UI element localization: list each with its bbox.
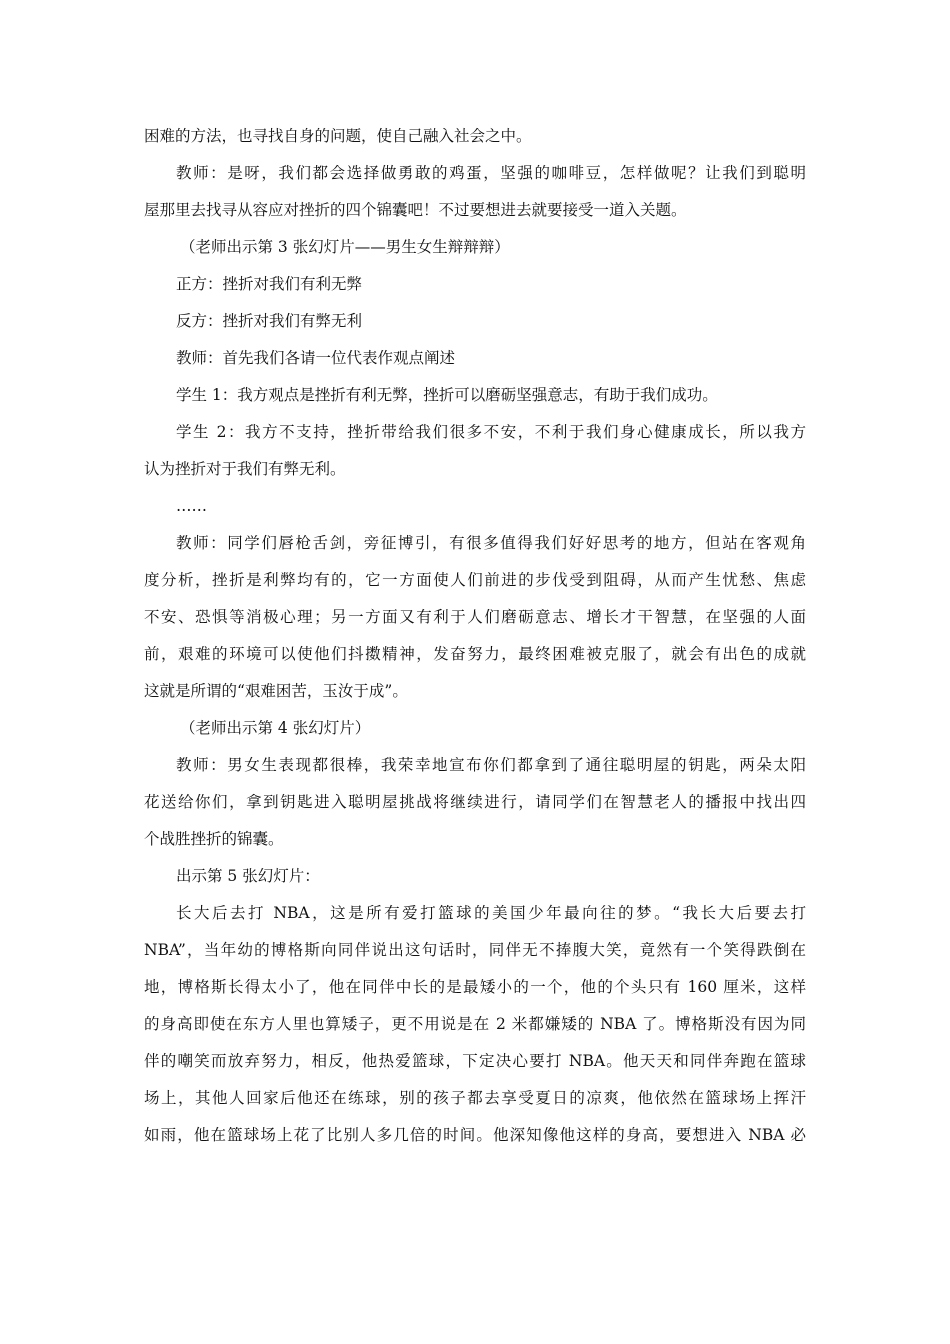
paragraph-teacher-4 [144,747,806,858]
paragraph-continuation [144,118,806,155]
paragraph-teacher-3 [144,525,806,710]
text-line: 正方：挫折对我们有利无弊 [176,275,363,293]
text-line: 反方：挫折对我们有弊无利 [176,312,363,330]
document-body [144,118,806,1154]
text-line: 学生 2：我方不支持，挫折带给我们很多不安，不利于我们身心健康成长，所以我方 [176,423,806,441]
text-line: （老师出示第 3 张幻灯片——男生女生辩辩辩） [180,238,510,256]
text-line: 的身高即使在东方人里也算矮子，更不用说是在 2 米都嫌矮的 NBA 了。博格斯没有因为同 [144,1015,806,1033]
text-line: 前，艰难的环境可以使他们抖擞精神，发奋努力，最终困难被克服了，就会有出色的成就 [144,645,806,663]
paragraph-student-2 [144,414,806,488]
text-line: 这就是所谓的“艰难困苦，玉汝于成”。 [144,682,408,700]
text-line: 个战胜挫折的锦囊。 [144,830,284,848]
paragraph-pro-side [144,266,806,303]
text-line: 教师：男女生表现都很棒，我荣幸地宣布你们都拿到了通往聪明屋的钥匙，两朵太阳 [176,756,806,774]
paragraph-student-1 [144,377,806,414]
paragraph-story [144,895,806,1154]
text-line: 屋那里去找寻从容应对挫折的四个锦囊吧！不过要想进去就要接受一道入关题。 [144,201,687,219]
text-line: 不安、恐惧等消极心理；另一方面又有利于人们磨砺意志、增长才干智慧，在坚强的人面 [144,608,806,626]
text-line: 度分析，挫折是利弊均有的，它一方面使人们前进的步伐受到阻碍，从而产生忧愁、焦虑 [144,571,806,589]
paragraph-teacher-1 [144,155,806,229]
paragraph-con-side [144,303,806,340]
text-line: NBA”，当年幼的博格斯向同伴说出这句话时，同伴无不捧腹大笑，竟然有一个笑得跌倒在 [144,941,806,959]
text-line: …… [176,497,207,515]
text-line: 场上，其他人回家后他还在练球，别的孩子都去享受夏日的凉爽，他依然在篮球场上挥汗 [144,1089,806,1107]
text-line: 困难的方法，也寻找自身的问题，使自己融入社会之中。 [144,127,532,145]
paragraph-slide-note-3 [144,229,806,266]
paragraph-ellipsis [144,488,806,525]
text-line: 如雨，他在篮球场上花了比别人多几倍的时间。他深知像他这样的身高，要想进入 NBA 必 [144,1126,806,1144]
text-line: 出示第 5 张幻灯片： [176,867,320,885]
text-line: 教师：是呀，我们都会选择做勇敢的鸡蛋，坚强的咖啡豆，怎样做呢？让我们到聪明 [176,164,806,182]
paragraph-slide-note-4 [144,710,806,747]
paragraph-slide-5 [144,858,806,895]
text-line: 地，博格斯长得太小了，他在同伴中长的是最矮小的一个，他的个头只有 160 厘米，这样 [144,978,806,996]
text-line: 教师：同学们唇枪舌剑，旁征博引，有很多值得我们好好思考的地方，但站在客观角 [176,534,806,552]
text-line: 认为挫折对于我们有弊无利。 [144,460,346,478]
text-line: 长大后去打 NBA，这是所有爱打篮球的美国少年最向往的梦。“我长大后要去打 [176,904,806,922]
text-line: 学生 1：我方观点是挫折有利无弊，挫折可以磨砺坚强意志，有助于我们成功。 [176,386,718,404]
text-line: 花送给你们，拿到钥匙进入聪明屋挑战将继续进行，请同学们在智慧老人的播报中找出四 [144,793,806,811]
paragraph-teacher-2 [144,340,806,377]
text-line: 伴的嘲笑而放弃努力，相反，他热爱篮球，下定决心要打 NBA。他天天和同伴奔跑在篮球 [144,1052,806,1070]
text-line: （老师出示第 4 张幻灯片） [180,719,371,737]
text-line: 教师：首先我们各请一位代表作观点阐述 [176,349,456,367]
